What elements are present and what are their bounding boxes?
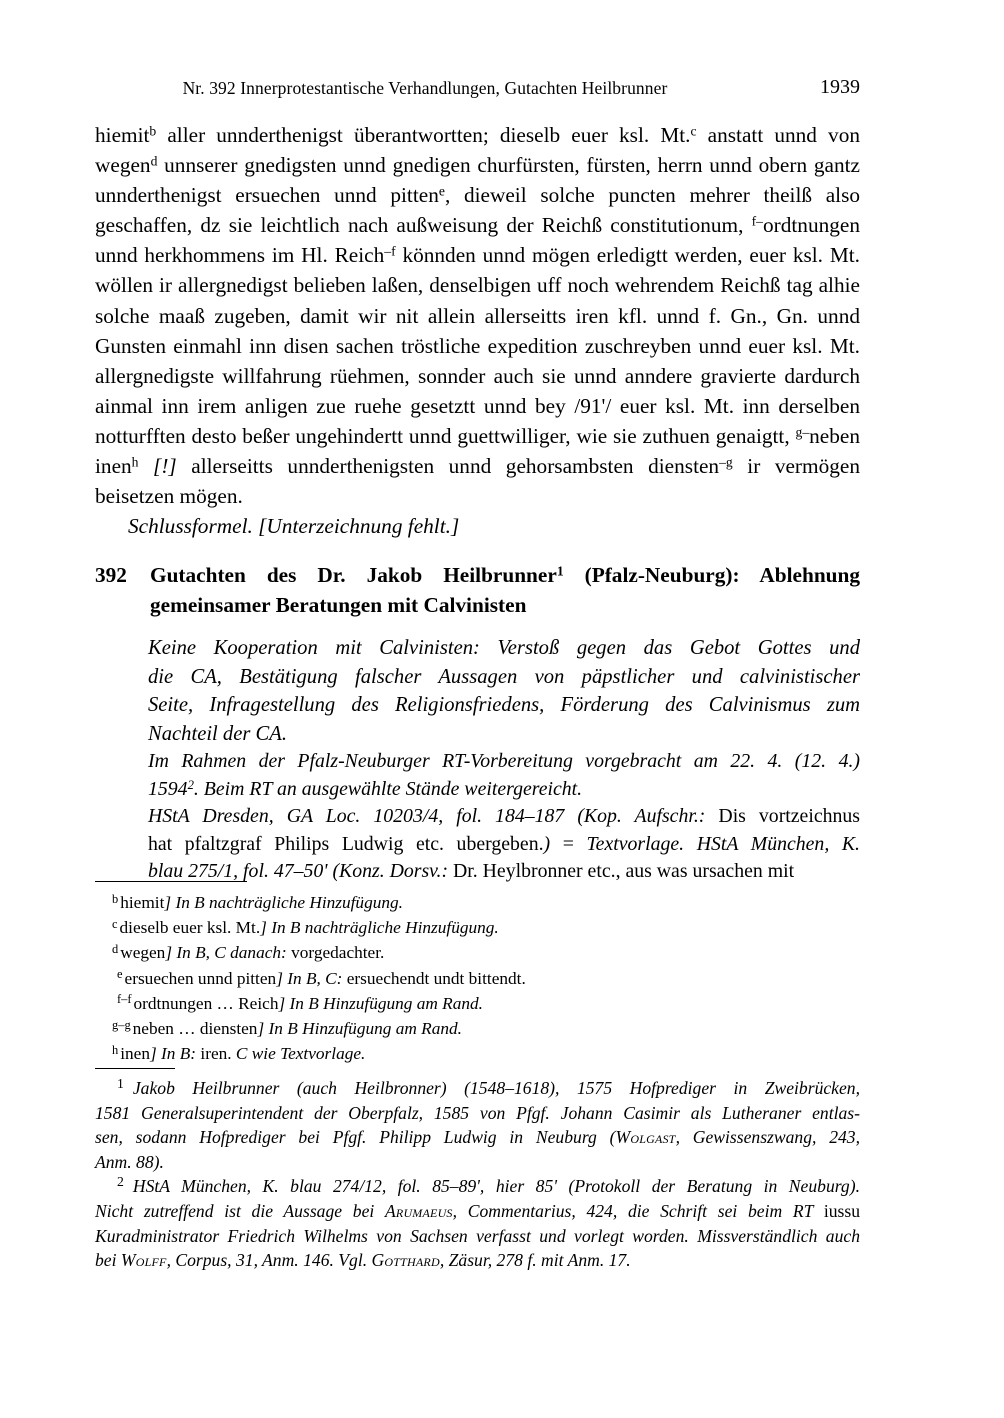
body-text-run: neben inen — [95, 423, 860, 479]
footnote-ref-2: 2 — [187, 777, 194, 792]
apparatus-separator-rule — [95, 881, 247, 882]
apparatus-bracket: ] — [257, 1019, 265, 1039]
apparatus-note: In B nachträgliche Hinzufügung. — [171, 893, 403, 912]
apparatus-entry — [112, 1041, 860, 1066]
footnote-ref-1: 1 — [556, 563, 564, 579]
apparatus-lemma: ersuechen unnd pitten — [124, 968, 277, 988]
body-text-run: ordtnungen unnd herkhommens im Hl. Reich — [95, 213, 860, 268]
footnote-citation-name: Gotthard — [371, 1250, 440, 1271]
variant-marker-h: h — [131, 454, 139, 470]
variant-marker-f-close: –f — [384, 244, 396, 260]
footnote-number: 2 — [117, 1174, 124, 1190]
apparatus-label: b — [112, 891, 119, 906]
apparatus-lemma: hiemit — [120, 893, 165, 912]
footnote-line — [95, 1125, 860, 1150]
provenance-run: Dis vortzeichnus — [705, 805, 860, 828]
variant-marker-e: e — [438, 183, 445, 199]
footnote-line: Kuradministrator Friedrich Wilhelms von Sachsen verfasst und vorlegt worden. Missverständlich auch — [95, 1225, 860, 1246]
regest-line: Nachteil der CA. — [148, 722, 287, 745]
apparatus-label: c — [112, 916, 118, 931]
apparatus-entry — [112, 915, 860, 940]
footnote-latin-term: iussu — [823, 1200, 860, 1221]
variant-marker-g-close: –g — [719, 454, 733, 470]
apparatus-note: In B Hinzufügung am Rand. — [285, 993, 483, 1013]
body-text-run: unnserer gnedigsten unnd gnedigen churfürsten, fürsten, herrn unnd obern gantz unnderthenigst ersuechen unnd pitten — [95, 153, 860, 208]
footnote-citation-name: Wolgast — [615, 1127, 676, 1148]
provenance-line — [148, 776, 860, 804]
variant-marker-c: c — [690, 123, 697, 139]
apparatus-note: In B, C: — [282, 968, 343, 988]
apparatus-bracket: ] — [164, 893, 172, 912]
apparatus-bracket: ] — [149, 1044, 157, 1064]
apparatus-entry — [112, 940, 860, 965]
apparatus-entry — [112, 890, 860, 915]
body-text-run: allerseitts unnderthenigsten unnd gehorsambsten diensten — [176, 454, 720, 479]
apparatus-lemma: inen — [120, 1044, 150, 1064]
provenance-run: Im Rahmen der Pfalz-Neuburger RT-Vorbereitung vorgebracht am 22. 4. (12. 4.) — [148, 750, 860, 772]
apparatus-entry — [112, 991, 860, 1016]
regest-line: Seite, Infragestellung des Religionsfriedens, Förderung des Calvinismus zum — [148, 694, 860, 717]
apparatus-note: In B nachträgliche Hinzufügung. — [266, 918, 499, 938]
section-number: 392 — [95, 563, 127, 587]
provenance-run: blau 275/1, fol. 47–50' (Konz. Dorsv.: — [148, 860, 449, 883]
provenance-run: Textvorlage. HStA München, K. — [586, 832, 861, 855]
footnote-line — [95, 1199, 860, 1224]
apparatus-note: In B Hinzufügung am Rand. — [264, 1019, 462, 1039]
apparatus-lemma: neben … diensten — [132, 1019, 258, 1039]
provenance-line — [148, 831, 860, 859]
apparatus-label: g–g — [112, 1017, 131, 1032]
footnote-2 — [95, 1174, 860, 1272]
footnote-run: , Commentarius, 424, die Schrift sei beim RT — [452, 1200, 824, 1221]
variant-marker-f-open: f– — [751, 214, 763, 230]
apparatus-entry — [112, 1016, 860, 1041]
footnote-run: sen, sodann Hofprediger bei Pfgf. Philipp Ludwig in Neuburg ( — [95, 1127, 616, 1148]
footnote-run: HStA München, K. blau 274/12, fol. 85–89', hier 85' (Protokoll der Beratung in Neuburg). — [132, 1176, 860, 1197]
provenance-run: . Beim RT an ausgewählte Stände weitergereicht. — [193, 777, 583, 800]
main-text-block — [95, 120, 860, 541]
apparatus-note-tail: vorgedachter. — [286, 943, 385, 963]
apparatus-lemma: dieselb euer ksl. Mt. — [119, 918, 261, 938]
body-text-run: , dieweil solche puncten mehrer theilß also geschaffen, dz sie leichtlich nach außweisung der Reichß constitutionum, — [95, 183, 861, 238]
provenance-line — [148, 803, 860, 831]
variant-marker-d: d — [150, 153, 158, 169]
provenance-block — [148, 748, 860, 886]
section-heading — [95, 560, 860, 620]
body-paragraph — [95, 120, 860, 511]
schlussformel-line: Schlussformel. [Unterzeichnung fehlt.] — [128, 514, 460, 539]
apparatus-label: f–f — [117, 992, 132, 1007]
provenance-run: = — [550, 832, 587, 855]
apparatus-label: h — [112, 1042, 119, 1057]
regest-line: Keine Kooperation mit Calvinisten: Verstoß gegen das Gebot Gottes und — [148, 637, 860, 659]
page-number: 1939 — [820, 76, 860, 98]
provenance-line — [148, 858, 860, 886]
apparatus-label: e — [117, 967, 123, 982]
apparatus-note-tail-2: C wie Textvorlage. — [235, 1044, 366, 1064]
textual-apparatus — [112, 890, 860, 1066]
footnote-run: , Zäsur, 278 f. mit Anm. 17. — [439, 1250, 631, 1271]
apparatus-note-tail: iren. — [196, 1044, 236, 1064]
section-heading-run: Gutachten des Dr. Jakob Heilbrunner — [150, 563, 557, 587]
running-head — [95, 78, 860, 104]
footnote-line — [95, 1248, 860, 1273]
footnote-run: , Corpus, 31, Anm. 146. Vgl. — [166, 1250, 372, 1271]
apparatus-bracket: ] — [165, 943, 173, 963]
provenance-run: ) — [543, 832, 551, 855]
footnote-line — [95, 1076, 860, 1101]
variant-marker-g-open: g– — [795, 424, 810, 440]
apparatus-bracket: ] — [276, 968, 283, 988]
apparatus-bracket: ] — [260, 918, 267, 938]
provenance-line — [148, 748, 860, 776]
footnote-citation-name: Wolff — [120, 1250, 167, 1271]
running-head-title: Nr. 392 Innerprotestantische Verhandlungen, Gutachten Heilbrunner — [182, 78, 668, 98]
apparatus-note: In B: — [156, 1044, 197, 1064]
body-text-run: anstatt unnd von wegen — [95, 123, 860, 178]
body-text-run: hiemit — [95, 123, 150, 147]
footnote-line: 1581 Generalsuperintendent der Oberpfalz, 1585 von Pfgf. Johann Casimir als Lutheraner entlas- — [95, 1102, 860, 1123]
footnote-run: , Gewissenszwang, 243, — [675, 1127, 860, 1148]
apparatus-note-tail: ersuechendt undt bittendt. — [342, 968, 526, 988]
apparatus-label: d — [112, 941, 119, 956]
variant-marker-b: b — [149, 123, 157, 139]
footnote-number: 1 — [117, 1075, 124, 1091]
body-text-run: könnden unnd mögen erledigtt werden, euer ksl. Mt. wöllen ir allergnedigst belieben laßen, denselbigen uff noch wehrendem Reichß tag alhie solche maaß zugeben, damit wir nit allein allerseitts iren kfl. unnd f. Gn., Gn. unnd Gunsten einmahl inn disen sachen tröstliche expedition zuschreyben unnd euer ksl. Mt. allergnedigste willfahrung rüehmen, sonnder auch sie unnd anndere gravierte dardurch ainmal inn irem anligen zue ruehe gesetztt unnd bey /91'/ euer ksl. Mt. inn derselben notturfften desto beßer ungehindertt unnd guettwilliger, wie sie zuthuen genaigtt, — [95, 243, 860, 448]
apparatus-entry — [112, 966, 860, 991]
regest-abstract — [148, 634, 860, 748]
body-text-run — [138, 454, 153, 478]
footnote-run: bei — [95, 1250, 121, 1271]
provenance-run: 1594 — [148, 777, 188, 800]
apparatus-bracket: ] — [278, 993, 286, 1013]
section-heading-text — [150, 560, 860, 620]
editorial-sic-mark: [!] — [153, 454, 177, 479]
footnote-line — [95, 1174, 860, 1199]
footnote-1 — [95, 1076, 860, 1174]
apparatus-lemma: wegen — [120, 943, 166, 963]
body-text-run: aller unnderthenigst überantwortten; dieselb euer ksl. Mt. — [156, 123, 691, 147]
provenance-run: Dr. Heylbronner etc., aus was ursachen mit — [448, 860, 795, 883]
footnotes-block — [95, 1076, 860, 1273]
regest-line: die CA, Bestätigung falscher Aussagen von päpstlicher und calvinistischer — [148, 665, 860, 688]
apparatus-note: In B, C danach: — [172, 943, 287, 963]
footnote-separator-rule — [95, 1068, 175, 1069]
section-heading-line-1 — [150, 560, 860, 590]
body-text-run: ir vermögen beisetzen mögen. — [95, 454, 860, 509]
footnote-citation-name: Arumaeus — [384, 1200, 453, 1221]
footnote-run: Jakob Heilbrunner (auch Heilbronner) (1548–1618), 1575 Hofprediger in Zweibrücken, — [132, 1078, 860, 1098]
section-heading-line-2: gemeinsamer Beratungen mit Calvinisten — [150, 593, 527, 617]
footnote-run: Nicht zutreffend ist die Aussage bei — [95, 1200, 385, 1221]
provenance-run: HStA Dresden, GA Loc. 10203/4, fol. 184–187 (Kop. Aufschr.: — [148, 805, 706, 828]
section-heading-run: (Pfalz-Neuburg): Ablehnung — [563, 563, 861, 587]
footnote-line: Anm. 88). — [95, 1151, 164, 1172]
apparatus-lemma: ordtnungen … Reich — [133, 993, 279, 1013]
provenance-run: hat pfaltzgraf Philips Ludwig etc. ubergeben. — [148, 832, 544, 855]
